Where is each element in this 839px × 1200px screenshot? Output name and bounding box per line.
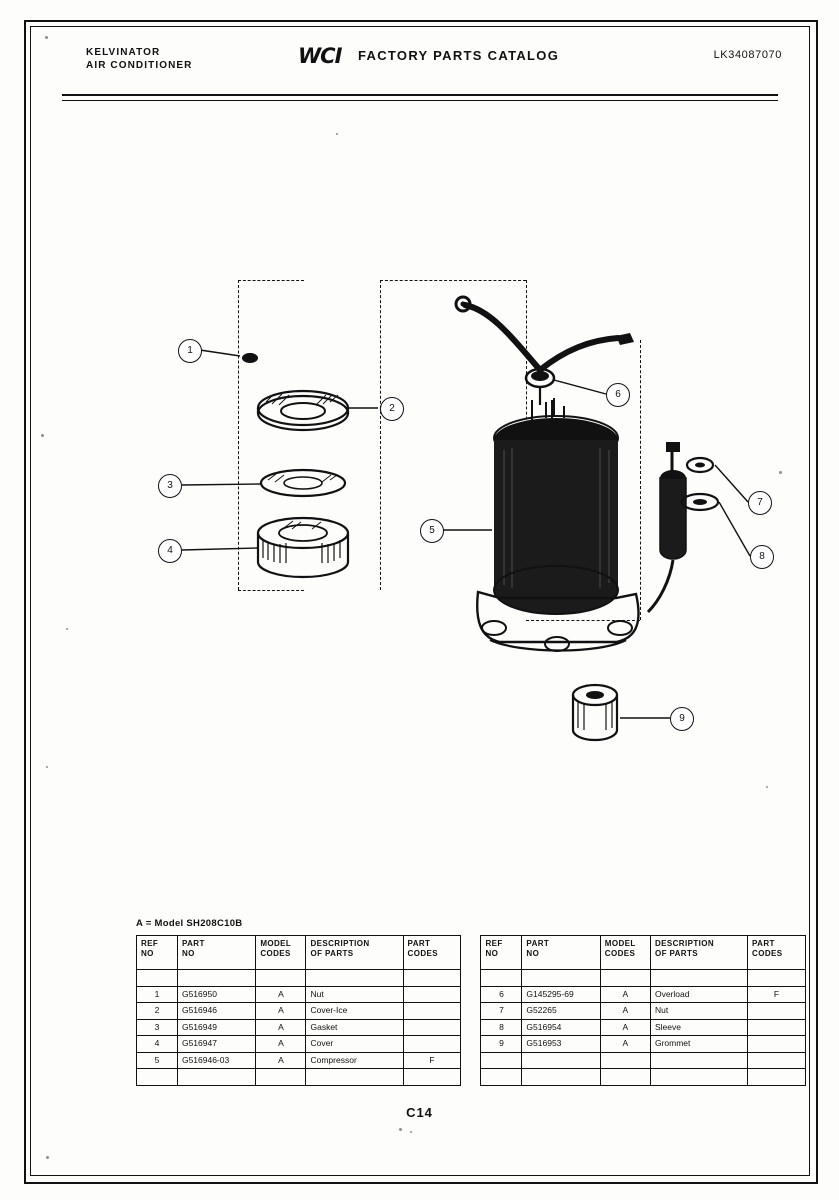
table-row (137, 1069, 806, 1086)
header-part-no-left (177, 936, 255, 970)
spacer-cell (748, 1069, 806, 1086)
cell-model-code: A (600, 1036, 650, 1053)
spacer-cell (177, 970, 255, 987)
header-part-codes-right (748, 936, 806, 970)
header-description-left (306, 936, 403, 970)
spacer-cell (600, 970, 650, 987)
cell-part-code (403, 1019, 461, 1036)
table-row (137, 1052, 806, 1069)
table-column-gap (461, 986, 481, 1003)
cell-part-code (748, 1036, 806, 1053)
brand-block (86, 46, 193, 72)
header-ref-line1: REF (485, 939, 503, 948)
parts-table-header (137, 936, 806, 970)
callout-1: 1 (178, 339, 202, 363)
spacer-cell (600, 1069, 650, 1086)
cell-part-no: G52265 (522, 1003, 600, 1020)
scan-speck (45, 36, 48, 39)
header-part-line1: PART (181, 939, 205, 948)
cell-ref-no: 5 (137, 1052, 178, 1069)
spacer-cell (137, 1069, 178, 1086)
cell-description: Compressor (306, 1052, 403, 1069)
cell-description: Cover-Ice (306, 1003, 403, 1020)
cell-description: Nut (650, 1003, 747, 1020)
document-code: LK34087070 (713, 49, 782, 61)
header-ref-line2: NO (485, 949, 499, 958)
cell-part-code (748, 1003, 806, 1020)
callout-3: 3 (158, 474, 182, 498)
header-part-line2: NO (526, 949, 540, 958)
spacer-cell (177, 1069, 255, 1086)
scan-speck (336, 133, 338, 135)
spacer-cell (650, 970, 747, 987)
cell-ref-no: 9 (481, 1036, 522, 1053)
header-model-codes-right (600, 936, 650, 970)
cell-description: Cover (306, 1036, 403, 1053)
scan-speck (399, 1128, 402, 1131)
header-ref-line1: REF (141, 939, 159, 948)
empty-cell (522, 1052, 600, 1069)
cell-part-code (403, 1036, 461, 1053)
cell-part-code (748, 1019, 806, 1036)
table-column-gap (461, 1019, 481, 1036)
cell-ref-no: 3 (137, 1019, 178, 1036)
callout-5: 5 (420, 519, 444, 543)
table-row (137, 1036, 806, 1053)
cell-ref-no: 4 (137, 1036, 178, 1053)
spacer-cell (306, 970, 403, 987)
cell-description: Grommet (650, 1036, 747, 1053)
table-column-gap (461, 1003, 481, 1020)
header-desc-line2: OF PARTS (310, 949, 354, 958)
table-column-gap (461, 1052, 481, 1069)
cell-ref-no: 7 (481, 1003, 522, 1020)
table-row (137, 1019, 806, 1036)
cell-model-code: A (256, 1019, 306, 1036)
scan-speck (410, 1131, 412, 1133)
empty-cell (650, 1052, 747, 1069)
header-pcode-line2: CODES (407, 949, 438, 958)
header-part-line1: PART (526, 939, 550, 948)
empty-cell (748, 1052, 806, 1069)
header-model-line1: MODEL (604, 939, 636, 948)
cell-part-no: G516950 (177, 986, 255, 1003)
scan-speck (41, 434, 44, 437)
model-code-note: A = Model SH208C10B (136, 918, 243, 929)
header-model-line2: CODES (260, 949, 291, 958)
cell-description: Nut (306, 986, 403, 1003)
scan-speck (46, 1156, 49, 1159)
header-model-line2: CODES (604, 949, 636, 958)
header-model-codes-left (256, 936, 306, 970)
cell-model-code: A (600, 986, 650, 1003)
cell-description: Sleeve (650, 1019, 747, 1036)
parts-table (136, 935, 806, 1086)
header-desc-line1: DESCRIPTION (310, 939, 370, 948)
cell-part-no: G516946-03 (177, 1052, 255, 1069)
page-header (60, 44, 782, 84)
table-row (137, 970, 806, 987)
parts-table-body (137, 970, 806, 1086)
spacer-cell (256, 970, 306, 987)
spacer-cell (522, 1069, 600, 1086)
scan-speck (46, 766, 48, 768)
cell-model-code: A (600, 1019, 650, 1036)
cell-part-code: F (403, 1052, 461, 1069)
cell-description: Overload (650, 986, 747, 1003)
cell-part-no: G516949 (177, 1019, 255, 1036)
empty-cell (481, 1052, 522, 1069)
callout-6: 6 (606, 383, 630, 407)
header-pcode-line1: PART (407, 939, 431, 948)
spacer-cell (650, 1069, 747, 1086)
spacer-cell (522, 970, 600, 987)
cell-part-code (403, 1003, 461, 1020)
cell-part-no: G145295-69 (522, 986, 600, 1003)
header-divider-thick (62, 94, 778, 96)
cell-model-code: A (256, 1052, 306, 1069)
header-divider-thin (62, 100, 778, 101)
cell-model-code: A (256, 1036, 306, 1053)
header-part-line2: NO (181, 949, 195, 958)
cell-model-code: A (256, 1003, 306, 1020)
cell-part-code: F (748, 986, 806, 1003)
spacer-cell (403, 970, 461, 987)
empty-cell (600, 1052, 650, 1069)
brand-line-2: AIR CONDITIONER (86, 60, 193, 71)
callout-9: 9 (670, 707, 694, 731)
spacer-cell (748, 970, 806, 987)
spacer-cell (403, 1069, 461, 1086)
cell-part-no: G516946 (177, 1003, 255, 1020)
cell-part-no: G516953 (522, 1036, 600, 1053)
header-desc-line2: OF PARTS (654, 949, 699, 958)
cell-part-no: G516947 (177, 1036, 255, 1053)
table-column-gap (461, 936, 481, 970)
callout-4: 4 (158, 539, 182, 563)
table-column-gap (461, 970, 481, 987)
cell-model-code: A (256, 986, 306, 1003)
spacer-cell (306, 1069, 403, 1086)
cell-model-code: A (600, 1003, 650, 1020)
header-ref-no-left (137, 936, 178, 970)
callout-2: 2 (380, 397, 404, 421)
spacer-cell (137, 970, 178, 987)
wci-logo: WCI (298, 44, 342, 68)
catalog-title: FACTORY PARTS CATALOG (358, 48, 560, 63)
callout-8: 8 (750, 545, 774, 569)
header-part-no-right (522, 936, 600, 970)
cell-ref-no: 6 (481, 986, 522, 1003)
cell-ref-no: 1 (137, 986, 178, 1003)
cell-ref-no: 2 (137, 1003, 178, 1020)
header-pcode-line1: PART (752, 939, 775, 948)
spacer-cell (256, 1069, 306, 1086)
cell-part-no: G516954 (522, 1019, 600, 1036)
header-pcode-line2: CODES (752, 949, 783, 958)
table-column-gap (461, 1036, 481, 1053)
cell-description: Gasket (306, 1019, 403, 1036)
cell-part-code (403, 986, 461, 1003)
exploded-parts-diagram (60, 150, 782, 850)
spacer-cell (481, 970, 522, 987)
table-row (137, 1003, 806, 1020)
diagram-artwork (60, 150, 782, 850)
table-row (137, 986, 806, 1003)
table-column-gap (461, 1069, 481, 1086)
page-number: C14 (406, 1105, 433, 1120)
header-part-codes-left (403, 936, 461, 970)
header-desc-line1: DESCRIPTION (654, 939, 715, 948)
spacer-cell (481, 1069, 522, 1086)
header-model-line1: MODEL (260, 939, 292, 948)
header-ref-no-right (481, 936, 522, 970)
cell-ref-no: 8 (481, 1019, 522, 1036)
parts-table-header-row (137, 936, 806, 970)
brand-line-1: KELVINATOR (86, 47, 161, 58)
callout-7: 7 (748, 491, 772, 515)
header-ref-line2: NO (141, 949, 154, 958)
header-description-right (650, 936, 747, 970)
